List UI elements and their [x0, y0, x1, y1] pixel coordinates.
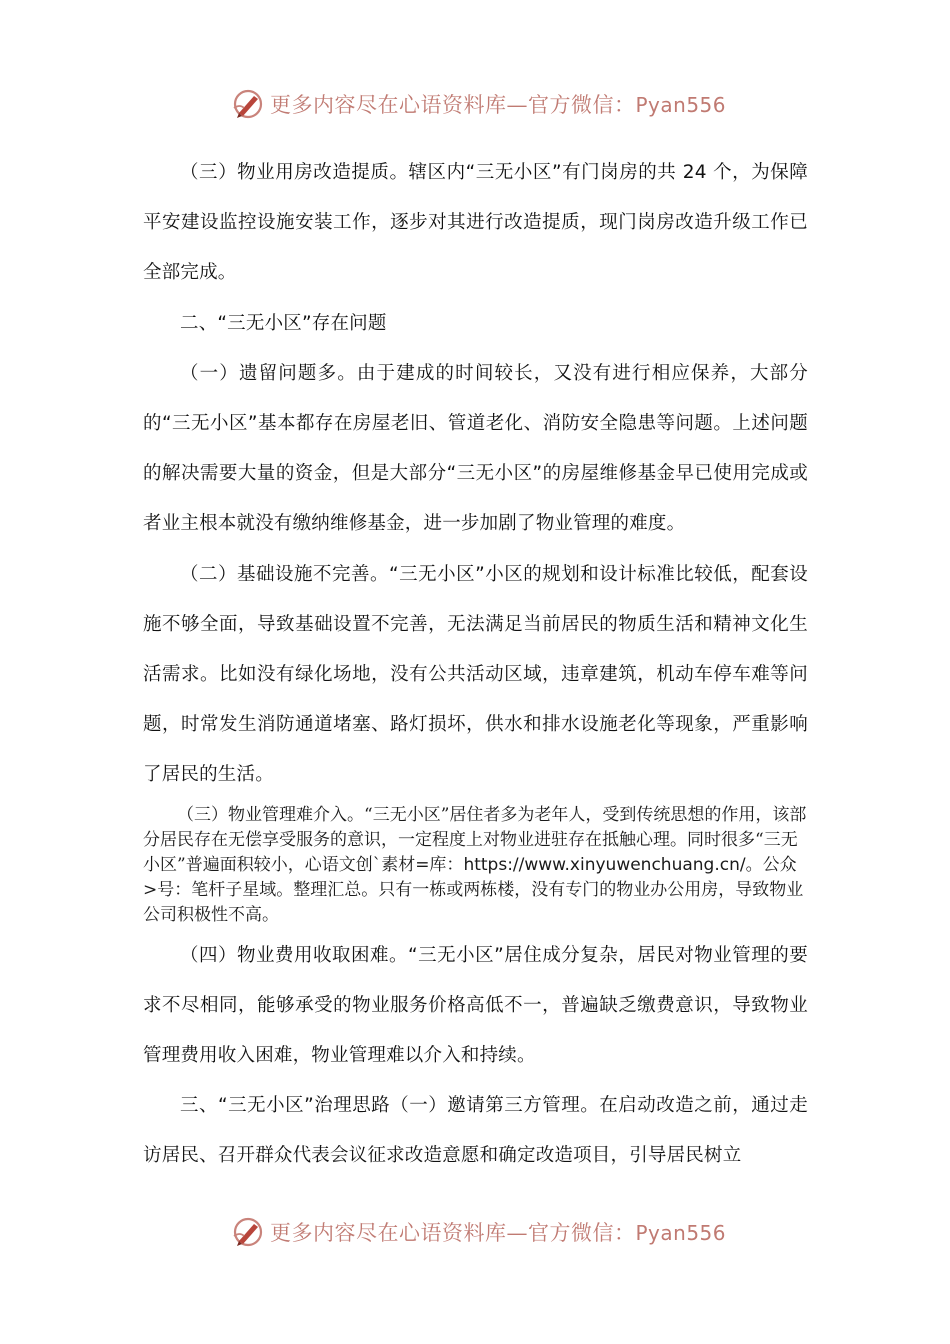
pen-logo-icon [230, 1214, 266, 1250]
paragraph-legacy-issues: （一）遗留问题多。由于建成的时间较长，又没有进行相应保养，大部分的“三无小区”基本都存在房屋老旧、管道老化、消防安全隐患等问题。上述问题的解决需要大量的资金，但是大部分“三无小区”的房屋维修基金早已使用完成或者业主根本就没有缴纳维修基金，进一步加剧了物业管理的难度。 [143, 362, 808, 535]
header-wechat-id: Pyan556 [635, 93, 727, 117]
paragraph-management-difficulty: （三）物业管理难介入。“三无小区”居住者多为老年人，受到传统思想的作用，该部分居民存在无偿享受服务的意识，一定程度上对物业进驻存在抵触心理。同时很多“三无小区”普遍面积较小，心语文创`素材=库：https://www.xinyuwenchuang.cn/。公众>号：笔杆子星域。整理汇总。只有一栋或两栋楼，没有专门的物业办公用房，导致物业公司积极性不高。 [143, 804, 807, 925]
footer-watermark [230, 1212, 750, 1252]
source-url: https://www.xinyuwenchuang.cn/ [463, 854, 746, 875]
header-watermark [230, 84, 750, 124]
section-heading-governance: 三、“三无小区”治理思路（一）邀请第三方管理。在启动改造之前，通过走访居民、召开群众代表会议征求改造意愿和确定改造项目，引导居民树立 [143, 1095, 808, 1167]
paragraph-infrastructure: （二）基础设施不完善。“三无小区”小区的规划和设计标准比较低，配套设施不够全面，导致基础设置不完善，无法满足当前居民的物质生活和精神文化生活需求。比如没有绿化场地，没有公共活动区域，违章建筑，机动车停车难等问题，时常发生消防通道堵塞、路灯损坏，供水和排水设施老化等现象，严重影响了居民的生活。 [143, 563, 808, 786]
section-heading-problems: 二、“三无小区”存在问题 [180, 312, 387, 334]
paragraph-property-housing: （三）物业用房改造提质。辖区内“三无小区”有门岗房的共 24 个，为保障平安建设监控设施安装工作，逐步对其进行改造提质，现门岗房改造升级工作已全部完成。 [143, 162, 808, 284]
pen-logo-icon [230, 86, 266, 122]
footer-text: 更多内容尽在心语资料库—官方微信：Pyan556 [270, 1221, 727, 1245]
paragraph-fee-collection: （四）物业费用收取困难。“三无小区”居住成分复杂，居民对物业管理的要求不尽相同，能够承受的物业服务价格高低不一，普遍缺乏缴费意识，导致物业管理费用收入困难，物业管理难以介入和持续。 [143, 944, 808, 1067]
document-body [143, 148, 808, 1182]
header-text: 更多内容尽在心语资料库—官方微信：Pyan556 [270, 93, 727, 117]
footer-wechat-id: Pyan556 [635, 1221, 727, 1245]
